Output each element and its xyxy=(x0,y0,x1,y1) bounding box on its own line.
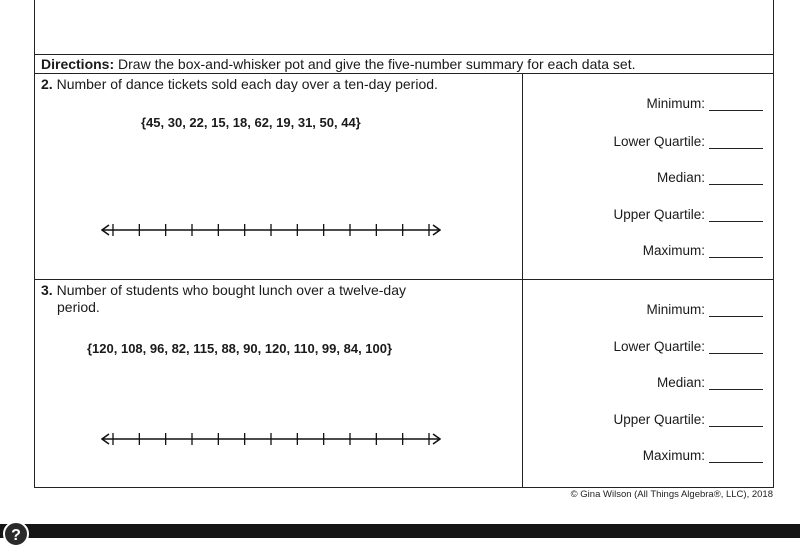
problem-2-lower-quartile[interactable] xyxy=(613,134,763,149)
answer-blank[interactable] xyxy=(709,304,763,317)
copyright-notice: © Gina Wilson (All Things Algebra®, LLC), 2018 xyxy=(570,489,773,500)
problem-2-number: 2. xyxy=(41,76,53,92)
problem-3-number-line[interactable] xyxy=(101,429,441,449)
problem-2-prompt xyxy=(41,76,511,93)
problem-2-maximum[interactable] xyxy=(643,243,763,258)
problem-2-work-area xyxy=(35,74,523,279)
problem-3-work-area xyxy=(35,280,523,487)
problem-2 xyxy=(35,74,773,280)
summary-label: Lower Quartile: xyxy=(613,339,705,354)
question-icon[interactable]: ? xyxy=(3,521,29,547)
directions xyxy=(35,54,773,74)
problem-2-median[interactable] xyxy=(657,170,763,185)
summary-label: Lower Quartile: xyxy=(613,134,705,149)
answer-blank[interactable] xyxy=(709,98,763,111)
summary-label: Median: xyxy=(656,170,705,185)
problem-2-summary xyxy=(523,74,773,279)
worksheet xyxy=(34,0,774,488)
top-blank-area xyxy=(35,0,773,55)
problem-3 xyxy=(35,280,773,487)
answer-blank[interactable] xyxy=(709,377,763,390)
summary-label: Minimum: xyxy=(646,302,705,317)
directions-text: Draw the box-and-whisker pot and give the five-number summary for each data set. xyxy=(118,56,636,72)
problem-3-text-line2: period. xyxy=(57,299,100,315)
answer-blank[interactable] xyxy=(709,136,763,149)
bottom-bar xyxy=(0,524,800,538)
problem-3-number: 3. xyxy=(41,282,53,298)
answer-blank[interactable] xyxy=(709,172,763,185)
problem-2-minimum[interactable] xyxy=(646,96,763,111)
summary-label: Upper Quartile: xyxy=(613,412,705,427)
problem-2-number-line[interactable] xyxy=(101,220,441,240)
problem-2-text: Number of dance tickets sold each day over a ten-day period. xyxy=(56,76,438,92)
summary-label: Median: xyxy=(656,375,705,390)
answer-blank[interactable] xyxy=(709,450,763,463)
problem-3-summary xyxy=(523,280,773,487)
summary-label: Maximum: xyxy=(642,448,705,463)
problem-3-median[interactable] xyxy=(657,375,763,390)
answer-blank[interactable] xyxy=(709,209,763,222)
summary-label: Maximum: xyxy=(642,243,705,258)
problem-3-maximum[interactable] xyxy=(643,448,763,463)
problem-3-minimum[interactable] xyxy=(646,302,763,317)
problem-2-upper-quartile[interactable] xyxy=(613,207,763,222)
problem-2-dataset: {45, 30, 22, 15, 18, 62, 19, 31, 50, 44} xyxy=(141,115,361,130)
summary-label: Minimum: xyxy=(646,96,705,111)
problem-3-lower-quartile[interactable] xyxy=(613,339,763,354)
problem-3-dataset: {120, 108, 96, 82, 115, 88, 90, 120, 110, 99, 84, 100} xyxy=(87,341,393,356)
problem-3-prompt xyxy=(41,282,511,316)
summary-label: Upper Quartile: xyxy=(613,207,705,222)
directions-label: Directions: xyxy=(41,56,115,72)
answer-blank[interactable] xyxy=(709,341,763,354)
answer-blank[interactable] xyxy=(709,414,763,427)
problem-3-upper-quartile[interactable] xyxy=(613,412,763,427)
answer-blank[interactable] xyxy=(709,245,763,258)
problem-3-text: Number of students who bought lunch over a twelve-day xyxy=(56,282,406,298)
